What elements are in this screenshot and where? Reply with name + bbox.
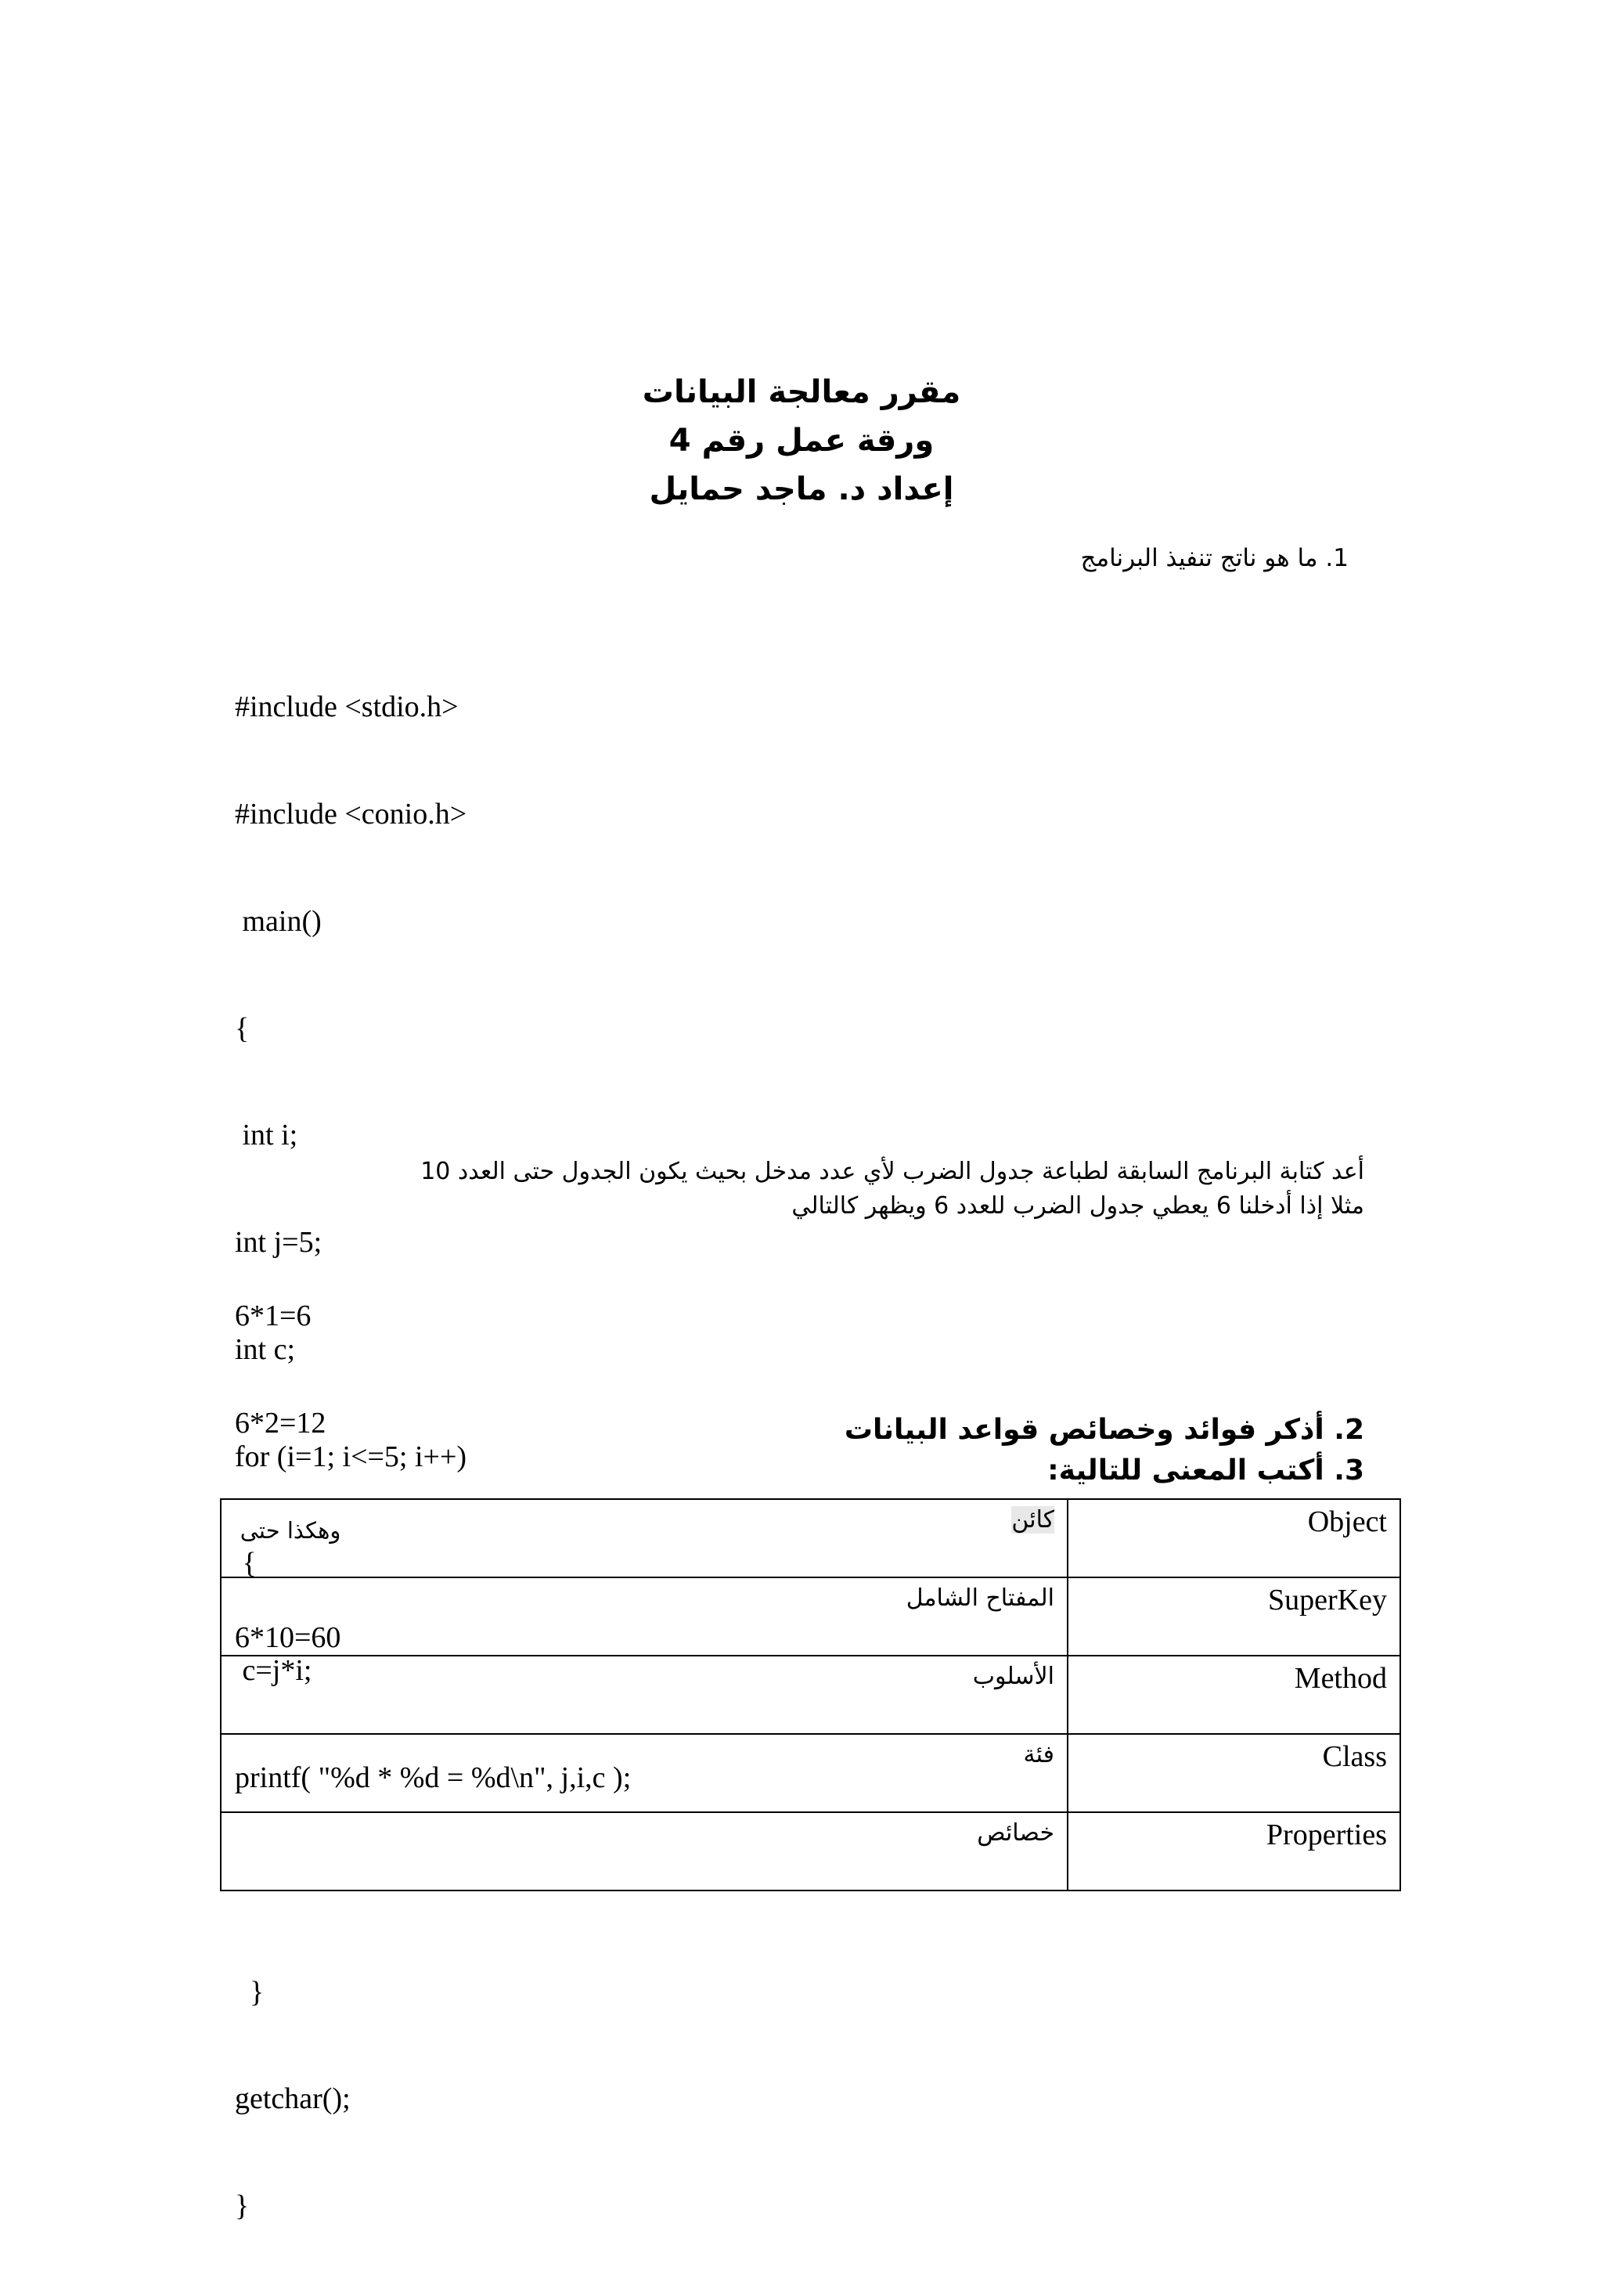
question-1 [1081, 544, 1349, 572]
term-cell: Method [1068, 1656, 1400, 1734]
table-row [221, 1812, 1400, 1891]
table-row [221, 1656, 1400, 1734]
meaning-cell[interactable] [221, 1656, 1068, 1734]
code-line: #include <stdio.h> [235, 690, 459, 724]
meaning-text: خصائص [977, 1819, 1054, 1847]
meaning-cell[interactable] [221, 1577, 1068, 1656]
rewrite-task [420, 1155, 1364, 1224]
course-title: مقرر معالجة البيانات [642, 374, 961, 410]
code-line: c=j*i; [235, 1654, 312, 1688]
term-cell: Properties [1068, 1812, 1400, 1891]
meaning-cell[interactable] [221, 1812, 1068, 1891]
example-continue: وهكذا حتى [240, 1516, 341, 1544]
meaning-text: فئة [1023, 1741, 1054, 1768]
code-line: { [235, 1011, 250, 1045]
table-row [221, 1734, 1400, 1812]
table-row [221, 1577, 1400, 1656]
term-cell: Class [1068, 1734, 1400, 1812]
author-line: إعداد د. ماجد حمايل [649, 471, 954, 507]
code-line: } [235, 1975, 265, 2009]
question-2-text: أذكر فوائد وخصائص قواعد البيانات [844, 1414, 1324, 1446]
example-line: 6*2=12 [235, 1406, 326, 1440]
meaning-text: كائن [1011, 1506, 1054, 1534]
question-3-text: أكتب المعنى للتالية: [1047, 1454, 1324, 1487]
meaning-text: المفتاح الشامل [906, 1584, 1054, 1612]
code-line: { [235, 1547, 257, 1581]
task-line-2: مثلا إذا أدخلنا 6 يعطي جدول الضرب للعدد 6 ويظهر كالتالي [791, 1192, 1364, 1220]
question-1-text: ما هو ناتج تنفيذ البرنامج [1080, 544, 1318, 572]
table-row [221, 1499, 1400, 1577]
task-line-1: أعد كتابة البرنامج السابقة لطباعة جدول الضرب لأي عدد مدخل بحيث يكون الجدول حتى العدد 10 [420, 1158, 1364, 1185]
code-line: getchar(); [235, 2082, 351, 2116]
code-line: for (i=1; i<=5; i++) [235, 1440, 467, 1473]
code-line: } [235, 2190, 250, 2223]
example-line: 6*1=6 [235, 1299, 312, 1333]
code-line: int c; [235, 1332, 296, 1366]
question-3-number: 3. [1334, 1454, 1364, 1487]
code-line: main() [235, 904, 322, 938]
worksheet-header [0, 368, 1603, 514]
question-2-number: 2. [1334, 1414, 1364, 1446]
worksheet-number: ورقة عمل رقم 4 [668, 423, 935, 459]
code-line: #include <conio.h> [235, 797, 467, 831]
code-line: int j=5; [235, 1226, 322, 1260]
meaning-cell[interactable] [221, 1734, 1068, 1812]
terms-table [220, 1498, 1401, 1891]
code-line: int i; [235, 1119, 298, 1152]
question-1-number: 1. [1325, 544, 1349, 572]
question-3 [1047, 1454, 1364, 1487]
term-cell: Object [1068, 1499, 1400, 1577]
question-2 [845, 1414, 1364, 1446]
example-line: 6*10=60 [235, 1620, 341, 1654]
code-line: printf( "%d * %d = %d\n", j,i,c ); [235, 1761, 632, 1794]
term-cell: SuperKey [1068, 1577, 1400, 1656]
meaning-cell[interactable] [221, 1499, 1068, 1577]
meaning-text: الأسلوب [972, 1663, 1054, 1690]
